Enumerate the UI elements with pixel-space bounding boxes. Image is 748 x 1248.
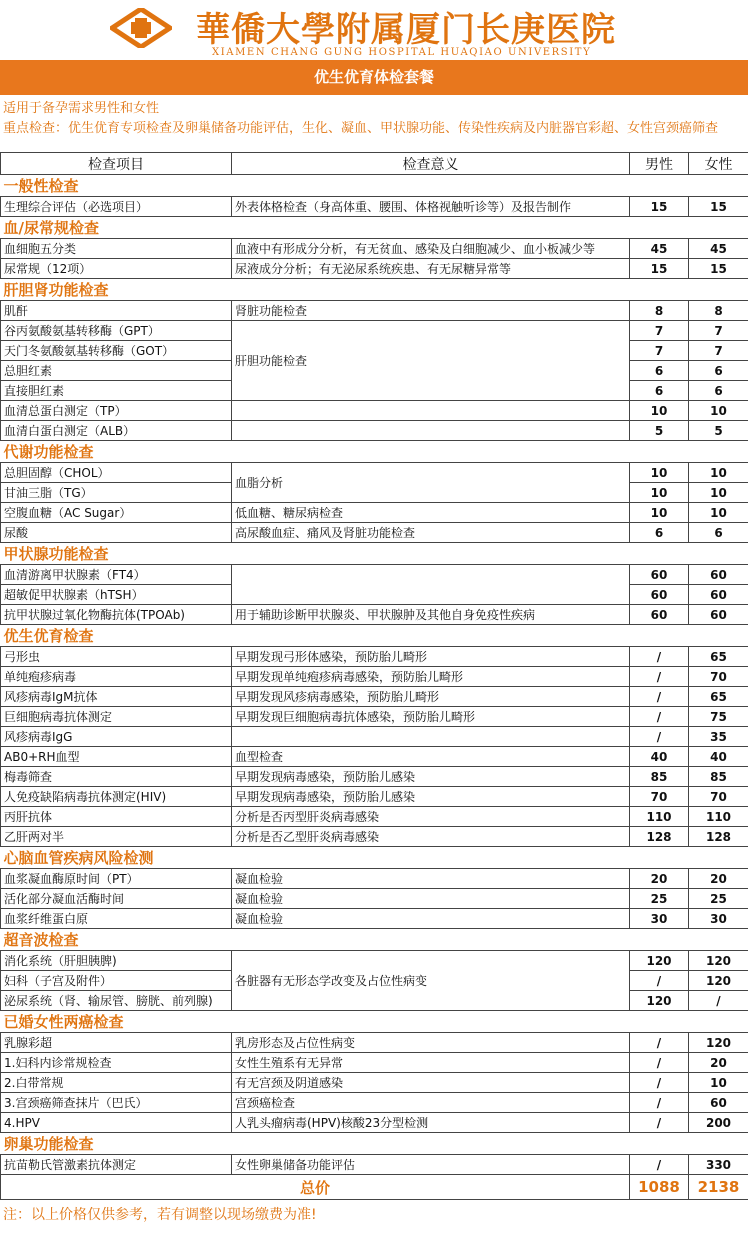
table-row (1, 827, 748, 847)
table-row (1, 687, 748, 707)
item-name: 直接胆红素 (1, 381, 232, 401)
item-name: 尿酸 (1, 523, 232, 543)
table-row (1, 1113, 748, 1133)
male-price: / (630, 647, 689, 667)
table-row (1, 667, 748, 687)
hospital-english-name: XIAMEN CHANG GUNG HOSPITAL HUAQIAO UNIVERSITY (212, 47, 592, 58)
section-header-row (1, 847, 748, 869)
male-price: / (630, 707, 689, 727)
male-price: / (630, 1053, 689, 1073)
female-price: 60 (689, 1093, 748, 1113)
item-meaning: 分析是否丙型肝炎病毒感染 (232, 807, 630, 827)
total-label: 总价 (1, 1175, 630, 1200)
table-row (1, 197, 748, 217)
male-price: 110 (630, 807, 689, 827)
female-price: 20 (689, 869, 748, 889)
male-price: 85 (630, 767, 689, 787)
checkup-table (0, 152, 748, 1200)
female-price: 10 (689, 401, 748, 421)
table-row (1, 401, 748, 421)
female-price: 6 (689, 361, 748, 381)
male-price: 10 (630, 463, 689, 483)
female-price: 200 (689, 1113, 748, 1133)
female-price: 6 (689, 381, 748, 401)
female-price: 15 (689, 197, 748, 217)
col-male-header: 男性 (630, 153, 689, 175)
item-meaning: 高尿酸血症、痛风及肾脏功能检查 (232, 523, 630, 543)
item-meaning: 用于辅助诊断甲状腺炎、甲状腺肿及其他自身免疫性疾病 (232, 605, 630, 625)
item-meaning: 早期发现弓形体感染，预防胎儿畸形 (232, 647, 630, 667)
item-name: 巨细胞病毒抗体测定 (1, 707, 232, 727)
female-price: 110 (689, 807, 748, 827)
female-price: 5 (689, 421, 748, 441)
item-name: 尿常规（12项） (1, 259, 232, 279)
item-name: 乳腺彩超 (1, 1033, 232, 1053)
item-name: 妇科（子宫及附件） (1, 971, 232, 991)
section-header-row (1, 625, 748, 647)
item-name: 消化系统（肝胆胰脾) (1, 951, 232, 971)
female-price: 60 (689, 605, 748, 625)
item-name: 1.妇科内诊常规检查 (1, 1053, 232, 1073)
female-price: 20 (689, 1053, 748, 1073)
item-name: 总胆红素 (1, 361, 232, 381)
item-name: 血清总蛋白测定（TP） (1, 401, 232, 421)
total-row (1, 1175, 748, 1200)
item-name: 天门冬氨酸氨基转移酶（GOT） (1, 341, 232, 361)
female-price: 70 (689, 667, 748, 687)
item-name: 肌酐 (1, 301, 232, 321)
section-title: 代谢功能检查 (1, 441, 748, 463)
table-row (1, 909, 748, 929)
male-price: 5 (630, 421, 689, 441)
item-name: 3.宫颈癌筛查抹片（巴氏） (1, 1093, 232, 1113)
item-meaning: 有无宫颈及阴道感染 (232, 1073, 630, 1093)
item-meaning: 宫颈癌检查 (232, 1093, 630, 1113)
female-price: 60 (689, 565, 748, 585)
item-meaning: 女性生殖系有无异常 (232, 1053, 630, 1073)
female-price: 40 (689, 747, 748, 767)
item-name: 梅毒筛查 (1, 767, 232, 787)
total-female-price: 2138 (689, 1175, 748, 1200)
male-price: 15 (630, 259, 689, 279)
male-price: 7 (630, 341, 689, 361)
table-row (1, 1093, 748, 1113)
male-price: 15 (630, 197, 689, 217)
section-header-row (1, 217, 748, 239)
item-meaning: 早期发现病毒感染，预防胎儿感染 (232, 767, 630, 787)
item-name: 血浆凝血酶原时间（PT） (1, 869, 232, 889)
table-row (1, 239, 748, 259)
male-price: / (630, 687, 689, 707)
table-row (1, 747, 748, 767)
item-name: 谷丙氨酸氨基转移酶（GPT） (1, 321, 232, 341)
table-row (1, 807, 748, 827)
female-price: 10 (689, 483, 748, 503)
table-row (1, 421, 748, 441)
item-meaning: 早期发现病毒感染，预防胎儿感染 (232, 787, 630, 807)
item-name: 弓形虫 (1, 647, 232, 667)
male-price: 10 (630, 483, 689, 503)
item-meaning: 各脏器有无形态学改变及占位性病变 (232, 951, 630, 1011)
section-title: 肝胆肾功能检查 (1, 279, 748, 301)
item-name: 风疹病毒IgM抗体 (1, 687, 232, 707)
section-header-row (1, 1133, 748, 1155)
female-price: 45 (689, 239, 748, 259)
item-name: 总胆固醇（CHOL） (1, 463, 232, 483)
table-row (1, 951, 748, 971)
item-meaning (232, 565, 630, 605)
item-meaning: 肾脏功能检查 (232, 301, 630, 321)
female-price: 120 (689, 1033, 748, 1053)
table-row (1, 463, 748, 483)
table-row (1, 767, 748, 787)
female-price: 75 (689, 707, 748, 727)
male-price: 120 (630, 991, 689, 1011)
item-name: 血浆纤维蛋白原 (1, 909, 232, 929)
item-name: 抗甲状腺过氧化物酶抗体(TPOAb) (1, 605, 232, 625)
table-row (1, 1155, 748, 1175)
item-meaning: 尿液成分分析；有无泌尿系统疾患、有无尿糖异常等 (232, 259, 630, 279)
section-header-row (1, 279, 748, 301)
section-header-row (1, 1011, 748, 1033)
package-intro (0, 95, 748, 152)
male-price: 60 (630, 565, 689, 585)
table-row (1, 889, 748, 909)
male-price: / (630, 1093, 689, 1113)
item-name: 4.HPV (1, 1113, 232, 1133)
table-row (1, 647, 748, 667)
col-item-header: 检查项目 (1, 153, 232, 175)
item-name: 抗苗勒氏管激素抗体测定 (1, 1155, 232, 1175)
male-price: 7 (630, 321, 689, 341)
item-meaning: 凝血检验 (232, 909, 630, 929)
table-row (1, 1053, 748, 1073)
item-meaning: 人乳头瘤病毒(HPV)核酸23分型检测 (232, 1113, 630, 1133)
item-meaning: 早期发现单纯疱疹病毒感染，预防胎儿畸形 (232, 667, 630, 687)
section-title: 一般性检查 (1, 175, 748, 197)
item-meaning: 肝胆功能检查 (232, 321, 630, 401)
male-price: / (630, 1073, 689, 1093)
female-price: 10 (689, 463, 748, 483)
male-price: / (630, 1033, 689, 1053)
female-price: 70 (689, 787, 748, 807)
table-row (1, 727, 748, 747)
table-row (1, 523, 748, 543)
item-meaning (232, 421, 630, 441)
item-meaning (232, 727, 630, 747)
section-title: 超音波检查 (1, 929, 748, 951)
section-title: 已婚女性两癌检查 (1, 1011, 748, 1033)
section-header-row (1, 441, 748, 463)
section-header-row (1, 929, 748, 951)
item-meaning: 女性卵巢储备功能评估 (232, 1155, 630, 1175)
hospital-name: 華僑大學附属厦门长庚医院 (196, 10, 616, 50)
male-price: / (630, 1155, 689, 1175)
female-price: 7 (689, 321, 748, 341)
male-price: / (630, 1113, 689, 1133)
item-name: 超敏促甲状腺素（hTSH） (1, 585, 232, 605)
item-meaning: 血型检查 (232, 747, 630, 767)
male-price: 128 (630, 827, 689, 847)
intro-audience: 适用于备孕需求男性和女性 (3, 101, 160, 116)
male-price: 25 (630, 889, 689, 909)
section-title: 优生优育检查 (1, 625, 748, 647)
male-price: 6 (630, 361, 689, 381)
table-row (1, 787, 748, 807)
female-price: 128 (689, 827, 748, 847)
item-name: 人免疫缺陷病毒抗体测定(HIV) (1, 787, 232, 807)
table-header-row (1, 153, 748, 175)
male-price: / (630, 667, 689, 687)
male-price: 6 (630, 381, 689, 401)
table-row (1, 301, 748, 321)
item-name: 血细胞五分类 (1, 239, 232, 259)
item-meaning: 分析是否乙型肝炎病毒感染 (232, 827, 630, 847)
male-price: / (630, 971, 689, 991)
intro-focus: 重点检查：优生优育专项检查及卵巢储备功能评估，生化、凝血、甲状腺功能、传染性疾病及内脏器官彩超、女性宫颈癌筛查 (3, 121, 719, 136)
item-name: 血清白蛋白测定（ALB） (1, 421, 232, 441)
male-price: 60 (630, 585, 689, 605)
table-row (1, 707, 748, 727)
item-name: 血清游离甲状腺素（FT4） (1, 565, 232, 585)
item-name: 泌尿系统（肾、输尿管、膀胱、前列腺) (1, 991, 232, 1011)
table-row (1, 605, 748, 625)
item-name: 空腹血糖（AC Sugar） (1, 503, 232, 523)
female-price: 6 (689, 523, 748, 543)
male-price: 8 (630, 301, 689, 321)
male-price: 30 (630, 909, 689, 929)
section-header-row (1, 175, 748, 197)
female-price: 65 (689, 647, 748, 667)
hospital-header (0, 0, 748, 60)
item-meaning (232, 401, 630, 421)
item-name: 生理综合评估（必选项目） (1, 197, 232, 217)
item-meaning: 外表体格检查（身高体重、腰围、体格视触听诊等）及报告制作 (232, 197, 630, 217)
item-name: 2.白带常规 (1, 1073, 232, 1093)
item-meaning: 早期发现巨细胞病毒抗体感染，预防胎儿畸形 (232, 707, 630, 727)
item-name: 丙肝抗体 (1, 807, 232, 827)
item-meaning: 凝血检验 (232, 869, 630, 889)
table-row (1, 1033, 748, 1053)
male-price: 6 (630, 523, 689, 543)
female-price: 65 (689, 687, 748, 707)
price-footnote: 注：以上价格仅供参考，若有调整以现场缴费为准! (3, 1207, 317, 1223)
table-row (1, 1073, 748, 1093)
male-price: 10 (630, 401, 689, 421)
total-male-price: 1088 (630, 1175, 689, 1200)
female-price: 120 (689, 951, 748, 971)
table-row (1, 565, 748, 585)
female-price: 8 (689, 301, 748, 321)
female-price: 25 (689, 889, 748, 909)
male-price: 40 (630, 747, 689, 767)
package-title: 优生优育体检套餐 (0, 60, 748, 95)
section-title: 卵巢功能检查 (1, 1133, 748, 1155)
item-name: 单纯疱疹病毒 (1, 667, 232, 687)
table-row (1, 321, 748, 341)
section-title: 血/尿常规检查 (1, 217, 748, 239)
female-price: 330 (689, 1155, 748, 1175)
item-meaning: 乳房形态及占位性病变 (232, 1033, 630, 1053)
male-price: / (630, 727, 689, 747)
section-header-row (1, 543, 748, 565)
item-meaning: 早期发现风疹病毒感染，预防胎儿畸形 (232, 687, 630, 707)
male-price: 120 (630, 951, 689, 971)
female-price: 35 (689, 727, 748, 747)
col-meaning-header: 检查意义 (232, 153, 630, 175)
col-female-header: 女性 (689, 153, 748, 175)
item-name: 活化部分凝血活酶时间 (1, 889, 232, 909)
male-price: 60 (630, 605, 689, 625)
table-row (1, 259, 748, 279)
female-price: 7 (689, 341, 748, 361)
female-price: 30 (689, 909, 748, 929)
male-price: 45 (630, 239, 689, 259)
female-price: 10 (689, 1073, 748, 1093)
item-meaning: 凝血检验 (232, 889, 630, 909)
female-price: / (689, 991, 748, 1011)
section-title: 甲状腺功能检查 (1, 543, 748, 565)
table-row (1, 503, 748, 523)
item-name: 风疹病毒IgG (1, 727, 232, 747)
male-price: 20 (630, 869, 689, 889)
female-price: 15 (689, 259, 748, 279)
item-meaning: 血液中有形成分分析，有无贫血、感染及白细胞减少、血小板减少等 (232, 239, 630, 259)
female-price: 10 (689, 503, 748, 523)
table-row (1, 869, 748, 889)
female-price: 60 (689, 585, 748, 605)
item-name: AB0+RH血型 (1, 747, 232, 767)
hospital-logo-icon (110, 8, 172, 48)
item-name: 甘油三脂（TG） (1, 483, 232, 503)
section-title: 心脑血管疾病风险检测 (1, 847, 748, 869)
male-price: 70 (630, 787, 689, 807)
item-meaning: 低血糖、糖尿病检查 (232, 503, 630, 523)
female-price: 85 (689, 767, 748, 787)
item-name: 乙肝两对半 (1, 827, 232, 847)
item-meaning: 血脂分析 (232, 463, 630, 503)
female-price: 120 (689, 971, 748, 991)
male-price: 10 (630, 503, 689, 523)
